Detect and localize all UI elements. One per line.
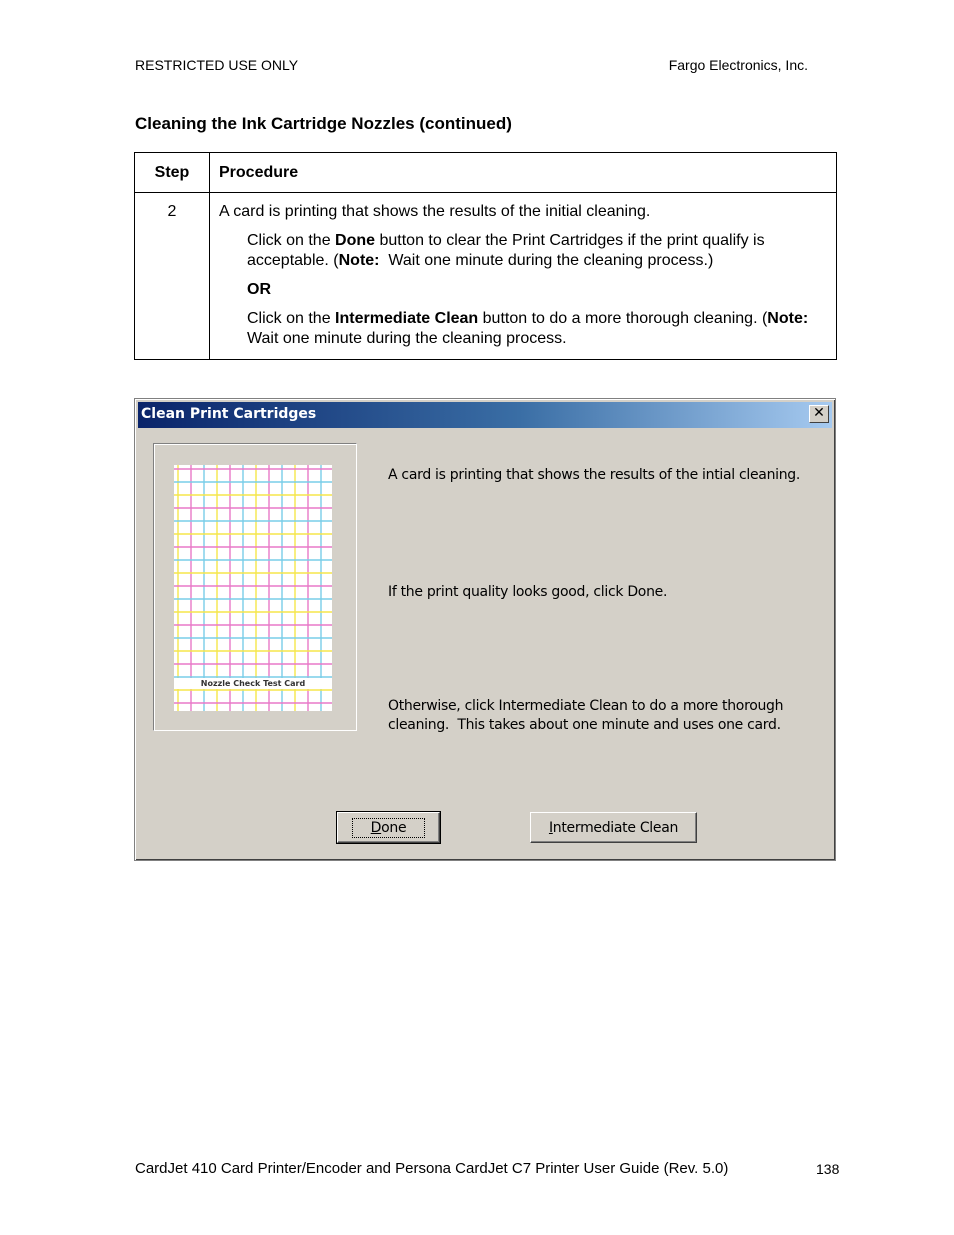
procedure-intro: A card is printing that shows the results of the initial cleaning. — [219, 203, 651, 220]
dialog-titlebar[interactable] — [138, 402, 832, 428]
procedure-column-header: Procedure — [210, 153, 837, 193]
text-run: button to clear the Print Cartridges if the print qualify is acceptable. ( — [247, 232, 765, 269]
note-label: Note: — [767, 310, 809, 327]
intermediate-clean-button[interactable] — [530, 812, 697, 843]
footer-guide-title: CardJet 410 Card Printer/Encoder and Persona CardJet C7 Printer User Guide (Rev. 5.0) — [135, 1160, 729, 1177]
note-text: Wait one minute during the cleaning process. — [247, 310, 818, 347]
done-accel: D — [370, 819, 382, 836]
text-run: button to do a more thorough cleaning. ( — [478, 310, 768, 327]
section-title: Cleaning the Ink Cartridge Nozzles (continued) — [135, 114, 512, 133]
text-run: Click on the — [247, 232, 336, 249]
intermediate-clean-label — [549, 820, 678, 836]
procedure-intermediate-step — [247, 309, 826, 349]
test-card-frame — [153, 443, 357, 731]
header-restricted: RESTRICTED USE ONLY — [135, 57, 299, 73]
nozzle-card-label: Nozzle Check Test Card — [174, 678, 332, 689]
procedure-cell — [210, 193, 837, 360]
dialog-text-otherwise — [388, 697, 783, 735]
procedure-done-step — [247, 231, 826, 271]
clean-print-cartridges-dialog — [134, 398, 836, 861]
note-label: Note: — [338, 252, 380, 269]
intermediate-rest: ntermediate Clean — [552, 819, 679, 836]
procedure-or: OR — [247, 281, 271, 298]
header-company: Fargo Electronics, Inc. — [668, 57, 808, 73]
step-column-header: Step — [135, 153, 210, 193]
table-row — [135, 193, 837, 360]
done-button-label — [352, 818, 426, 838]
page-number: 138 — [816, 1161, 840, 1177]
procedure-table — [134, 152, 837, 360]
close-icon[interactable]: ✕ — [809, 405, 829, 423]
nozzle-grid-image — [174, 465, 332, 711]
dialog-text-printing: A card is printing that shows the results of the intial cleaning. — [388, 467, 801, 483]
dialog-text-otherwise-line2: cleaning. This takes about one minute and uses one card. — [388, 717, 781, 733]
dialog-text-otherwise-line1: Otherwise, click Intermediate Clean to do a more thorough — [388, 698, 784, 714]
dialog-title: Clean Print Cartridges — [141, 406, 317, 422]
intermediate-bold: Intermediate Clean — [335, 310, 479, 327]
dialog-text-quality: If the print quality looks good, click Done. — [388, 584, 668, 600]
done-bold: Done — [335, 232, 376, 249]
done-rest: one — [381, 819, 407, 836]
done-button[interactable] — [337, 812, 440, 843]
step-number: 2 — [135, 193, 210, 360]
intermediate-accel: I — [548, 819, 553, 836]
nozzle-check-card-image — [174, 465, 332, 711]
table-header-row — [135, 153, 837, 193]
note-text: Wait one minute during the cleaning process.) — [379, 252, 714, 269]
text-run: Click on the — [247, 310, 336, 327]
